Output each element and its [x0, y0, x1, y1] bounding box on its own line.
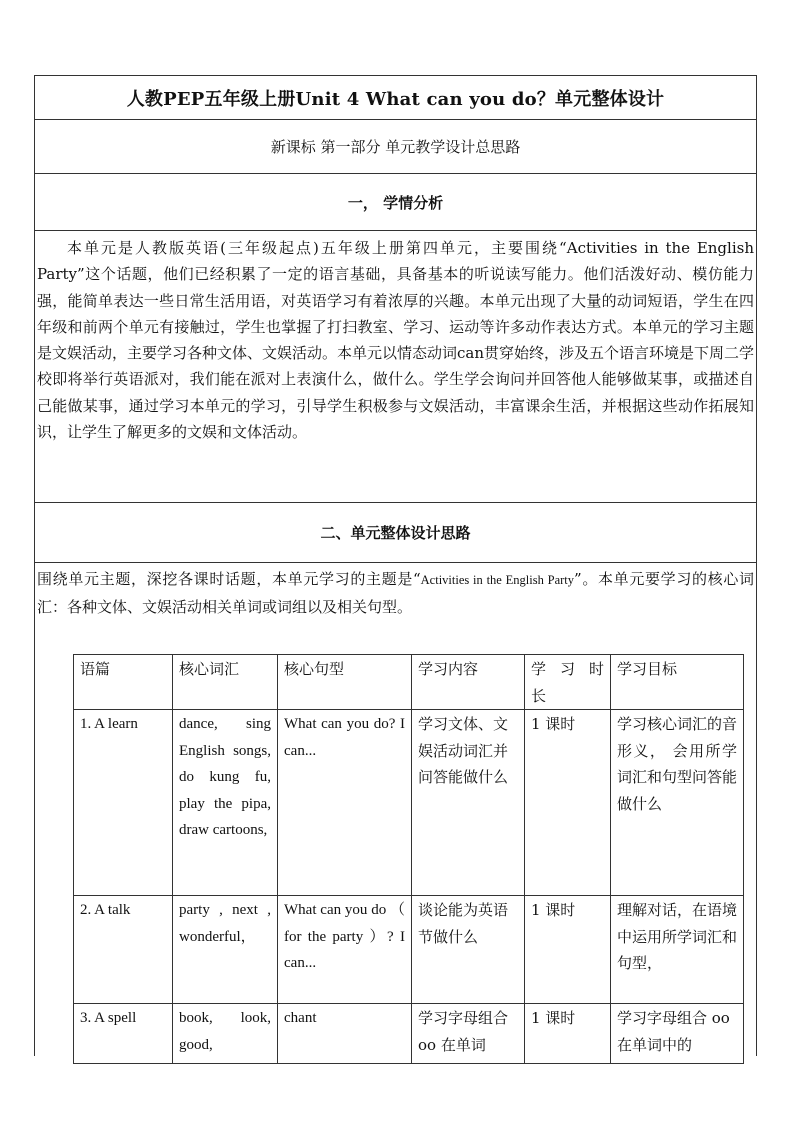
- header-vocab: 核心词汇: [173, 655, 278, 710]
- cell-goal: 理解对话，在语境中运用所学词汇和句型，: [611, 896, 744, 1004]
- page-subtitle: 新课标 第一部分 单元教学设计总思路: [35, 120, 756, 174]
- cell-goal: 学习核心词汇的音形义， 会用所学词汇和句型问答能做什么: [611, 710, 744, 896]
- cell-sentence: What can you do? I can...: [278, 710, 412, 896]
- table-row: [74, 896, 744, 1004]
- cell-duration: 1 课时: [525, 1004, 611, 1064]
- header-text: 语篇: [74, 655, 173, 710]
- header-duration: 学 习 时 长: [525, 655, 611, 710]
- table-row: [74, 1004, 744, 1064]
- learner-analysis-paragraph: 本单元是人教版英语(三年级起点)五年级上册第四单元，主要围绕“Activities in the English Party”这个话题，他们已经积累了一定的语言基础，具备基本的听说读写能力。他们活泼好动、模仿能力强，能简单表达一些日常生活用语，对英语学习有着浓厚的兴趣。本单元出现了大量的动词短语，学生在四年级和前两个单元有接触过，学生也掌握了打扫教室、学习、运动等许多动作表达方式。本单元的学习主题是文娱活动，主要学习各种文体、文娱活动。本单元以情态动词can贯穿始终，涉及五个语言环境是下周二学校即将举行英语派对，我们能在派对上表演什么，做什么。学生学会询问并回答他人能够做某事，或描述自己能做某事，通过学习本单元的学习，引导学生积极参与文娱活动，丰富课余生活，并根据这些动作拓展知识，让学生了解更多的文娱和文体活动。: [35, 231, 756, 503]
- section-heading-learner-analysis: 一， 学情分析: [35, 174, 756, 231]
- cell-content: 学习字母组合 oo 在单词: [412, 1004, 525, 1064]
- section-heading-design-approach: 二、单元整体设计思路: [35, 503, 756, 563]
- design-approach-text-pre: 围绕单元主题，深挖各课时话题，本单元学习的主题是“: [37, 570, 421, 588]
- cell-goal: 学习字母组合 oo 在单词中的: [611, 1004, 744, 1064]
- design-approach-paragraph: [35, 563, 756, 621]
- table-row: [74, 710, 744, 896]
- cell-text: 2. A talk: [74, 896, 173, 1004]
- cell-content: 谈论能为英语节做什么: [412, 896, 525, 1004]
- cell-duration: 1 课时: [525, 896, 611, 1004]
- header-content: 学习内容: [412, 655, 525, 710]
- cell-vocab: book, look, good,: [173, 1004, 278, 1064]
- cell-vocab: party , next , wonderful，: [173, 896, 278, 1004]
- cell-content: 学习文体、文娱活动词汇并问答能做什么: [412, 710, 525, 896]
- cell-sentence: What can you do （ for the party ）? I can...: [278, 896, 412, 1004]
- header-sentence: 核心句型: [278, 655, 412, 710]
- design-approach-text-post: ”。本单元要学习的核心词汇：各种文体、文娱活动相关单词或词组以及相关句型。: [37, 570, 754, 616]
- document-frame: [34, 75, 757, 1056]
- cell-text: 3. A spell: [74, 1004, 173, 1064]
- cell-sentence: chant: [278, 1004, 412, 1064]
- cell-text: 1. A learn: [74, 710, 173, 896]
- design-approach-text-en: Activities in the English Party: [420, 573, 574, 587]
- table-header-row: [74, 655, 744, 710]
- page-title: 人教PEP五年级上册Unit 4 What can you do？单元整体设计: [35, 76, 756, 120]
- unit-plan-table: [73, 654, 744, 1064]
- header-goal: 学习目标: [611, 655, 744, 710]
- cell-duration: 1 课时: [525, 710, 611, 896]
- cell-vocab: dance, sing English songs, do kung fu, play the pipa, draw cartoons,: [173, 710, 278, 896]
